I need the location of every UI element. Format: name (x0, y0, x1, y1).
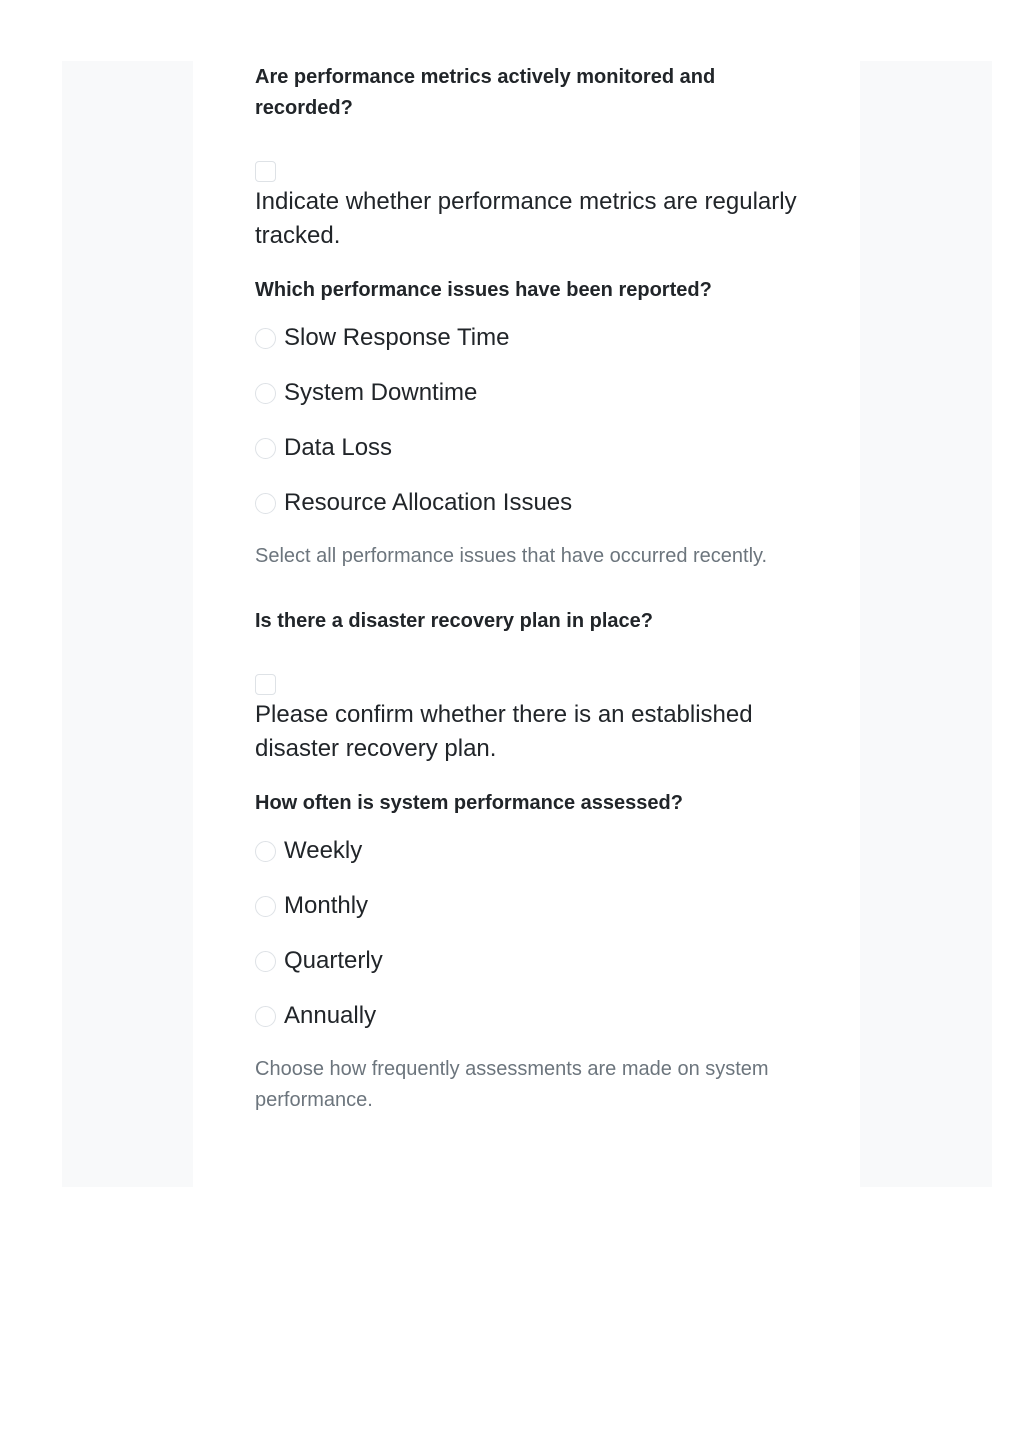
checkbox-help-text: Please confirm whether there is an established disaster recovery plan. (255, 701, 753, 762)
radio-button[interactable] (255, 951, 276, 972)
assessment-frequency-help-text: Choose how frequently assessments are made on system performance. (255, 1058, 769, 1111)
question-assessment-frequency (255, 788, 815, 1116)
option-label: Data Loss (284, 434, 393, 461)
form-container (193, 61, 860, 1187)
radio-button[interactable] (255, 493, 276, 514)
option-label: Weekly (284, 837, 363, 864)
performance-issues-help-text: Select all performance issues that have occurred recently. (255, 545, 768, 567)
survey-form (255, 61, 815, 1116)
question-label: How often is system performance assessed? (255, 792, 683, 814)
disaster-recovery-checkbox[interactable] (255, 674, 276, 695)
option-monthly[interactable] (255, 889, 815, 923)
option-weekly[interactable] (255, 834, 815, 868)
option-label: Resource Allocation Issues (284, 489, 573, 516)
option-label: Quarterly (284, 947, 383, 974)
question-label: Are performance metrics actively monitored and recorded? (255, 66, 716, 119)
option-label: Monthly (284, 892, 369, 919)
checkbox-help-text: Indicate whether performance metrics are regularly tracked. (255, 188, 797, 249)
question-disaster-recovery (255, 606, 815, 766)
question-metrics-monitored (255, 61, 815, 253)
radio-button[interactable] (255, 383, 276, 404)
question-performance-issues (255, 275, 815, 572)
radio-button[interactable] (255, 841, 276, 862)
radio-button[interactable] (255, 438, 276, 459)
option-system-downtime[interactable] (255, 376, 815, 410)
metrics-monitored-checkbox[interactable] (255, 161, 276, 182)
option-data-loss[interactable] (255, 431, 815, 465)
question-label: Which performance issues have been reported? (255, 279, 712, 301)
option-label: System Downtime (284, 379, 478, 406)
option-quarterly[interactable] (255, 944, 815, 978)
radio-button[interactable] (255, 896, 276, 917)
option-annually[interactable] (255, 999, 815, 1033)
performance-issues-options (255, 321, 815, 520)
question-label: Is there a disaster recovery plan in place? (255, 610, 653, 632)
assessment-frequency-options (255, 834, 815, 1033)
option-label: Slow Response Time (284, 324, 510, 351)
radio-button[interactable] (255, 1006, 276, 1027)
option-resource-allocation-issues[interactable] (255, 486, 815, 520)
radio-button[interactable] (255, 328, 276, 349)
option-label: Annually (284, 1002, 377, 1029)
option-slow-response-time[interactable] (255, 321, 815, 355)
